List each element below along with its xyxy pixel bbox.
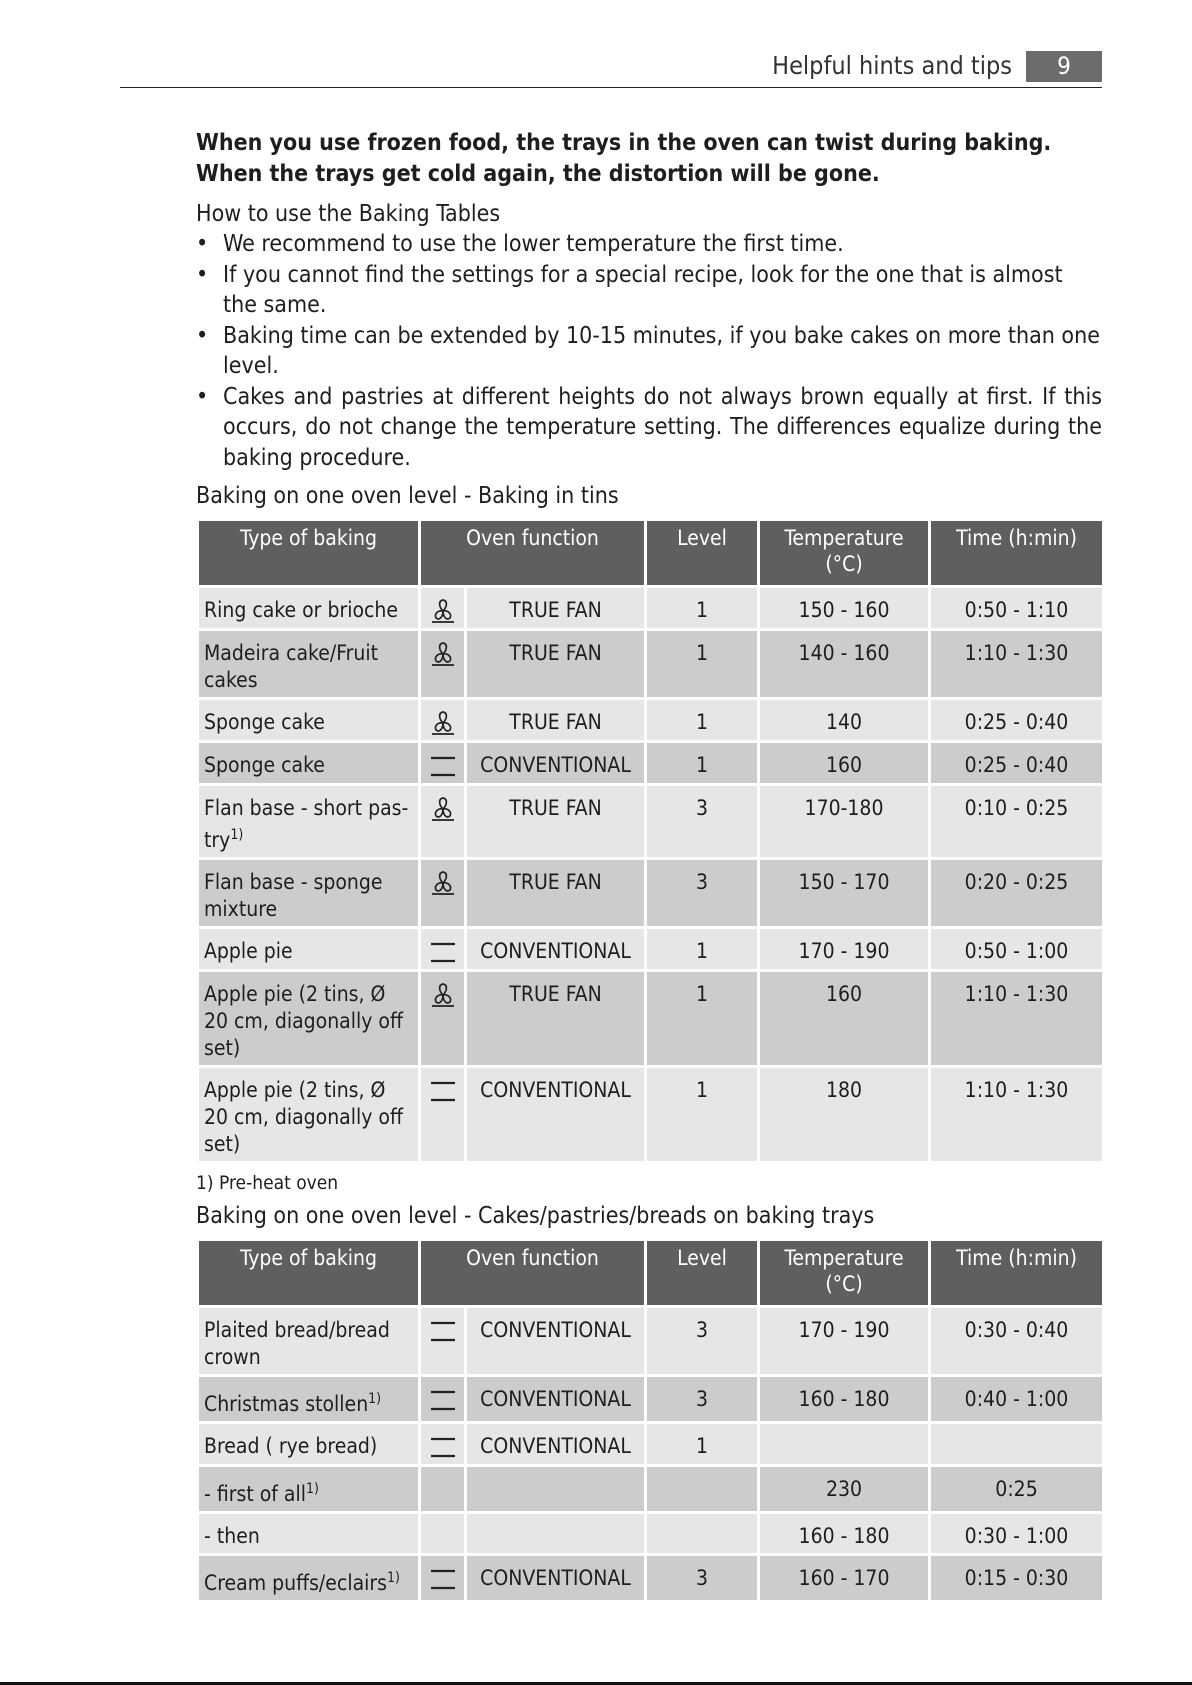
table1-title: Baking on one oven level - Baking in tins [196,483,619,509]
oven-function-cell: CONVENTIONAL [466,1376,646,1423]
baking-in-tins-table [196,518,1105,1164]
type-of-baking-cell: Apple pie (2 tins, Ø 20 cm, diagonally off set) [198,971,420,1067]
oven-function-icon-cell [420,1067,466,1163]
temperature-cell: 160 [759,742,930,785]
table-row [198,587,1104,630]
footnote-marker: 1) [368,1391,382,1407]
oven-function-cell: CONVENTIONAL [466,928,646,971]
time-cell: 0:50 - 1:10 [930,587,1104,630]
temperature-cell: 160 - 180 [759,1376,930,1423]
time-cell: 0:25 [930,1466,1104,1513]
column-header: Temperature (°C) [759,1240,930,1307]
time-cell: 0:30 - 0:40 [930,1307,1104,1376]
bullet: • [196,322,209,349]
fan-icon [429,641,457,665]
temperature-cell: 140 - 160 [759,630,930,699]
oven-function-cell: TRUE FAN [466,785,646,859]
time-cell [930,1423,1104,1466]
level-cell [646,1466,759,1513]
temperature-cell: 160 [759,971,930,1067]
table-row [198,785,1104,859]
oven-function-cell: TRUE FAN [466,699,646,742]
oven-function-icon-cell [420,630,466,699]
level-cell: 3 [646,785,759,859]
conventional-icon [429,1318,457,1342]
baking-trays-table [196,1238,1105,1603]
oven-function-cell: CONVENTIONAL [466,1067,646,1163]
level-cell: 3 [646,859,759,928]
fan-icon [429,796,457,820]
temperature-cell: 180 [759,1067,930,1163]
bullet: • [196,261,209,288]
type-of-baking-cell: Madeira cake/Fruit cakes [198,630,420,699]
fan-icon [429,710,457,734]
oven-function-icon-cell [420,785,466,859]
table-row [198,699,1104,742]
time-cell: 0:10 - 0:25 [930,785,1104,859]
time-cell: 1:10 - 1:30 [930,1067,1104,1163]
type-of-baking-cell: Ring cake or brioche [198,587,420,630]
temperature-cell: 150 - 160 [759,587,930,630]
conventional-icon [429,1387,457,1411]
level-cell: 1 [646,742,759,785]
type-of-baking-cell: Sponge cake [198,699,420,742]
time-cell: 1:10 - 1:30 [930,630,1104,699]
time-cell: 0:50 - 1:00 [930,928,1104,971]
bullet: • [196,231,209,257]
oven-function-icon-cell [420,928,466,971]
level-cell: 1 [646,699,759,742]
header-divider [120,87,1102,88]
column-header: Type of baking [198,1240,420,1307]
oven-function-cell [466,1513,646,1555]
oven-function-icon-cell [420,1423,466,1466]
type-of-baking-cell: Bread ( rye bread) [198,1423,420,1466]
oven-function-cell [466,1466,646,1513]
column-header: Type of baking [198,520,420,587]
level-cell: 3 [646,1555,759,1602]
footnote-marker: 1) [230,827,244,843]
temperature-cell: 170-180 [759,785,930,859]
table-row [198,1513,1104,1555]
oven-function-icon-cell [420,1376,466,1423]
type-of-baking-cell: Christmas stollen$^{1)}$ [198,1376,420,1423]
temperature-cell: 160 - 180 [759,1513,930,1555]
conventional-icon [429,1566,457,1590]
page-content [196,128,1102,1603]
time-cell: 0:25 - 0:40 [930,699,1104,742]
section-title: Helpful hints and tips [772,51,1012,80]
level-cell: 3 [646,1376,759,1423]
table-row [198,742,1104,785]
oven-function-cell: CONVENTIONAL [466,1423,646,1466]
oven-function-icon-cell [420,1513,466,1555]
oven-function-icon-cell [420,587,466,630]
column-header: Time (h:min) [930,520,1104,587]
list-item: • Baking time can be extended by 10-15 minutes, if you bake cakes on more than one level. [196,322,1100,379]
table-row [198,1307,1104,1376]
fan-icon [429,598,457,622]
level-cell: 1 [646,971,759,1067]
level-cell: 3 [646,1307,759,1376]
type-of-baking-cell: - first of all$^{1)}$ [198,1466,420,1513]
time-cell: 1:10 - 1:30 [930,971,1104,1067]
column-header: Temperature (°C) [759,520,930,587]
oven-function-icon-cell [420,742,466,785]
temperature-cell: 140 [759,699,930,742]
oven-function-icon-cell [420,1555,466,1602]
time-cell: 0:25 - 0:40 [930,742,1104,785]
frozen-food-warning: When you use frozen food, the trays in the oven can twist during baking. When the trays get cold again, the distortion will be gone. [196,130,1052,187]
conventional-icon [429,1078,457,1102]
column-header: Level [646,520,759,587]
type-of-baking-cell: Apple pie (2 tins, Ø 20 cm, diagonally off set) [198,1067,420,1163]
preheat-footnote: 1) Pre-heat oven [196,1172,339,1194]
type-of-baking-cell: Plaited bread/bread crown [198,1307,420,1376]
table-row [198,971,1104,1067]
level-cell: 1 [646,630,759,699]
temperature-cell: 230 [759,1466,930,1513]
type-of-baking-cell: Apple pie [198,928,420,971]
table1-body [198,587,1104,1163]
level-cell: 1 [646,1423,759,1466]
fan-icon [429,982,457,1006]
level-cell: 1 [646,587,759,630]
footnote-marker: 1) [387,1570,400,1586]
column-header: Time (h:min) [930,1240,1104,1307]
time-cell: 0:20 - 0:25 [930,859,1104,928]
type-of-baking-cell: Flan base - sponge mixture [198,859,420,928]
level-cell: 1 [646,928,759,971]
column-header: Oven function [420,520,646,587]
conventional-icon [429,1434,457,1458]
conventional-icon [429,939,457,963]
time-cell: 0:30 - 1:00 [930,1513,1104,1555]
oven-function-cell: CONVENTIONAL [466,742,646,785]
oven-function-icon-cell [420,971,466,1067]
hints-list [196,229,1102,473]
type-of-baking-cell: - then [198,1513,420,1555]
oven-function-cell: TRUE FAN [466,971,646,1067]
oven-function-icon-cell [420,859,466,928]
time-cell: 0:40 - 1:00 [930,1376,1104,1423]
oven-function-cell: TRUE FAN [466,630,646,699]
level-cell: 1 [646,1067,759,1163]
oven-function-icon-cell [420,1307,466,1376]
oven-function-cell: TRUE FAN [466,859,646,928]
type-of-baking-cell: Cream puffs/eclairs$^{1)}$ [198,1555,420,1602]
temperature-cell [759,1423,930,1466]
footnote-marker: 1) [306,1481,319,1497]
table-row [198,1466,1104,1513]
temperature-cell: 170 - 190 [759,928,930,971]
table-row [198,1555,1104,1602]
column-header: Level [646,1240,759,1307]
list-item: • If you cannot find the settings for a special recipe, look for the one that is almost the same. [196,261,1063,318]
fan-icon [429,870,457,894]
oven-function-icon-cell [420,1466,466,1513]
oven-function-cell: TRUE FAN [466,587,646,630]
list-item: • Cakes and pastries at different heights do not always brown equally at first. If this occurs, do not change the temperature setting. The differences equalize during the baking procedure. [196,383,1102,471]
type-of-baking-cell: Sponge cake [198,742,420,785]
conventional-icon [429,753,457,777]
table-row [198,1376,1104,1423]
time-cell: 0:15 - 0:30 [930,1555,1104,1602]
table-row [198,1423,1104,1466]
temperature-cell: 160 - 170 [759,1555,930,1602]
oven-function-cell: CONVENTIONAL [466,1555,646,1602]
column-header: Oven function [420,1240,646,1307]
table-row [198,928,1104,971]
temperature-cell: 170 - 190 [759,1307,930,1376]
table-row [198,630,1104,699]
table-row [198,1067,1104,1163]
table2-title: Baking on one oven level - Cakes/pastries/breads on baking trays [196,1203,875,1229]
baking-tables-heading: How to use the Baking Tables [196,201,501,227]
table2-body [198,1307,1104,1602]
temperature-cell: 150 - 170 [759,859,930,928]
oven-function-icon-cell [420,699,466,742]
bullet: • [196,383,209,410]
table-row [198,859,1104,928]
page-number: 9 [1026,51,1102,82]
type-of-baking-cell: Flan base - short pas-try$^{1)}$ [198,785,420,859]
list-item: • We recommend to use the lower temperature the first time. [196,229,1102,260]
oven-function-cell: CONVENTIONAL [466,1307,646,1376]
level-cell [646,1513,759,1555]
